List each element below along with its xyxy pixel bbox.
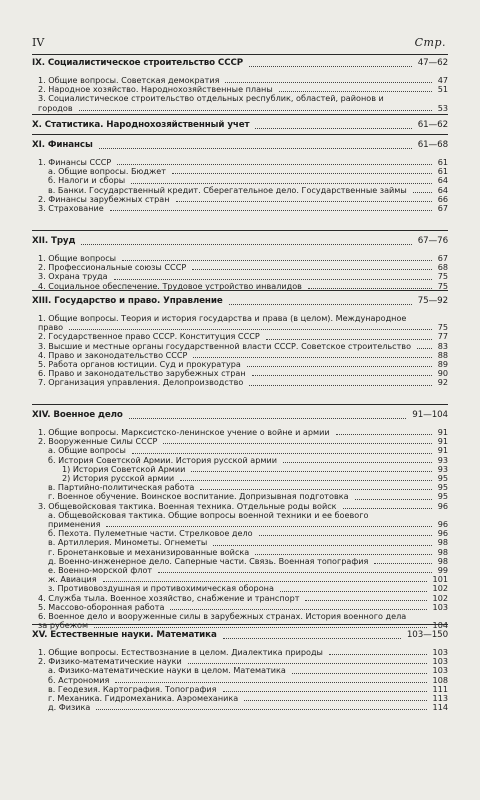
dot-leader bbox=[343, 502, 432, 509]
dot-leader bbox=[244, 694, 427, 701]
toc-section bbox=[32, 296, 448, 388]
toc-entry-title: 1. Общие вопросы. Советская демократия bbox=[38, 75, 220, 85]
toc-entry-page: 98 bbox=[437, 555, 448, 566]
section-title bbox=[32, 630, 448, 644]
toc-entry-title: 1. Общие вопросы bbox=[38, 253, 117, 263]
toc-entry-page: 103 bbox=[432, 647, 448, 657]
section-title-text: XIII. Государство и право. Управление bbox=[32, 296, 223, 306]
section-page-range: 103—150 bbox=[406, 630, 448, 640]
toc-entry-title: 2. Государственное право СССР. Конституция СССР bbox=[38, 331, 260, 342]
toc-entry-page: 51 bbox=[437, 84, 448, 95]
toc-entry-title: 3. Общевойсковая тактика. Военная техника. Отдельные роды войск bbox=[38, 500, 337, 511]
toc-entry-title: в. Партийно-политическая работа bbox=[48, 482, 195, 493]
toc-entry-title: 6. Право и законодательство зарубежных стран bbox=[38, 368, 246, 379]
section-title bbox=[32, 410, 448, 424]
toc-entry-title: 2. Финансы зарубежных стран bbox=[38, 193, 170, 204]
toc-section bbox=[32, 58, 448, 113]
dot-leader bbox=[223, 632, 401, 639]
toc-entry-page: 53 bbox=[437, 102, 448, 113]
section-page-range: 67—76 bbox=[417, 236, 448, 246]
toc-entry-page: 77 bbox=[437, 331, 448, 342]
toc-entry-page: 90 bbox=[437, 368, 448, 379]
toc-entry-title: 1. Финансы СССР bbox=[38, 157, 112, 167]
toc-entry-page: 95 bbox=[437, 491, 448, 502]
toc-entry-page: 93 bbox=[437, 454, 448, 465]
toc-entry-page: 93 bbox=[437, 463, 448, 474]
dot-leader bbox=[336, 428, 432, 435]
dot-leader bbox=[223, 685, 427, 692]
dot-leader bbox=[114, 273, 432, 280]
dot-leader bbox=[266, 333, 432, 340]
section-title-text: XI. Финансы bbox=[32, 140, 93, 150]
dot-leader bbox=[193, 351, 432, 358]
toc-entry-title: 2. Вооруженные Силы СССР bbox=[38, 436, 158, 447]
dot-leader bbox=[355, 493, 432, 500]
section-rule bbox=[32, 114, 448, 115]
toc-entry-page: 64 bbox=[437, 175, 448, 186]
toc-entry-page: 75 bbox=[437, 322, 448, 333]
toc-entry-page: 47 bbox=[437, 75, 448, 85]
toc-entry-title: е. Военно-морской флот bbox=[48, 565, 153, 576]
toc-entry-page: 67 bbox=[437, 253, 448, 263]
page-header bbox=[32, 36, 446, 52]
dot-leader bbox=[213, 539, 432, 546]
toc-entry-title: 2. Профессиональные союзы СССР bbox=[38, 262, 187, 273]
toc-entry-title: 3. Социалистическое строительство отдельных республик, областей, районов и городов bbox=[38, 93, 384, 113]
toc-entry-page: 67 bbox=[437, 203, 448, 214]
toc-entry-page: 96 bbox=[437, 528, 448, 539]
toc-entry-title: 2. Физико-математические науки bbox=[38, 656, 182, 667]
toc-entry-title: 4. Социальное обеспечение. Трудовое устройство инвалидов bbox=[38, 280, 302, 291]
toc-entry-page: 64 bbox=[437, 184, 448, 195]
toc-entry bbox=[32, 378, 448, 387]
toc-entry bbox=[32, 511, 448, 529]
toc-entry-page: 99 bbox=[437, 565, 448, 576]
toc-section bbox=[32, 630, 448, 712]
dot-leader bbox=[191, 465, 432, 472]
dot-leader bbox=[283, 456, 432, 463]
dot-leader bbox=[255, 122, 412, 129]
dot-leader bbox=[99, 142, 412, 149]
toc-entry-title: 5. Работа органов юстиции. Суд и прокуратура bbox=[38, 359, 241, 370]
section-rule bbox=[32, 230, 448, 231]
toc-entry-page: 89 bbox=[437, 359, 448, 370]
toc-entry-title: б. История Советской Армии. История русской армии bbox=[48, 454, 278, 465]
dot-leader bbox=[252, 369, 432, 376]
dot-leader bbox=[374, 557, 432, 564]
toc-entry-page: 111 bbox=[432, 683, 448, 694]
section-rule bbox=[32, 404, 448, 405]
toc-entry-title: в. Геодезия. Картография. Топография bbox=[48, 683, 217, 694]
toc-entry-title: б. Астрономия bbox=[48, 674, 110, 685]
dot-leader bbox=[176, 195, 432, 202]
section-page-range: 61—68 bbox=[417, 140, 448, 150]
dot-leader bbox=[200, 483, 432, 490]
section-title bbox=[32, 296, 448, 310]
toc-entry-title: 4. Право и законодательство СССР bbox=[38, 349, 188, 360]
toc-entry bbox=[32, 612, 448, 630]
toc-entry-page: 96 bbox=[437, 500, 448, 511]
dot-leader bbox=[110, 204, 432, 211]
toc-entry bbox=[32, 703, 448, 712]
toc-entry-page: 61 bbox=[437, 157, 448, 167]
dot-leader bbox=[69, 323, 432, 330]
toc-entry-page: 96 bbox=[437, 519, 448, 530]
toc-entry-page: 91 bbox=[437, 445, 448, 456]
dot-leader bbox=[188, 657, 427, 664]
section-title-text: IX. Социалистическое строительство СССР bbox=[32, 58, 244, 68]
dot-leader bbox=[106, 520, 432, 527]
dot-leader bbox=[417, 342, 432, 349]
dot-leader bbox=[305, 594, 427, 601]
toc-entry-page: 98 bbox=[437, 537, 448, 548]
section-rule bbox=[32, 290, 448, 291]
section-title-text: XIV. Военное дело bbox=[32, 410, 123, 420]
toc-entry-title: а. Общие вопросы. Бюджет bbox=[48, 166, 166, 177]
dot-leader bbox=[129, 412, 406, 419]
toc-entry-title: 1. Общие вопросы. Теория и история государства и права (в целом). Международное право bbox=[38, 313, 407, 333]
toc-entry-title: г. Военное обучение. Воинское воспитание. Допризывная подготовка bbox=[48, 491, 349, 502]
dot-leader bbox=[308, 282, 432, 289]
toc-entry-title: б. Пехота. Пулеметные части. Стрелковое дело bbox=[48, 528, 253, 539]
toc-entry-title: 5. Массово-оборонная работа bbox=[38, 601, 165, 612]
section-title bbox=[32, 140, 448, 154]
toc-entry-page: 114 bbox=[432, 702, 448, 713]
section-rule bbox=[32, 624, 448, 625]
toc-entry-page: 83 bbox=[437, 340, 448, 351]
toc-entry-title: 2) История русской армии bbox=[62, 473, 175, 484]
section-rule bbox=[32, 134, 448, 135]
dot-leader bbox=[122, 254, 432, 261]
toc-entry-page: 92 bbox=[437, 377, 448, 388]
page-column-label: Стр. bbox=[414, 36, 446, 49]
toc-entry-page: 103 bbox=[432, 665, 448, 676]
toc-entry-page: 113 bbox=[432, 693, 448, 704]
toc-entry bbox=[32, 314, 448, 332]
dot-leader bbox=[413, 186, 432, 193]
dot-leader bbox=[255, 548, 432, 555]
toc-entry-page: 91 bbox=[437, 427, 448, 437]
section-rule bbox=[32, 54, 448, 55]
dot-leader bbox=[279, 85, 432, 92]
toc-entry-title: 4. Служба тыла. Военное хозяйство, снабжение и транспорт bbox=[38, 592, 300, 603]
section-page-range: 47—62 bbox=[417, 58, 448, 68]
toc-section bbox=[32, 140, 448, 213]
toc-entry-page: 101 bbox=[432, 574, 448, 585]
toc-entry-page: 91 bbox=[437, 436, 448, 447]
toc-entry-title: 6. Военное дело и вооруженные силы в зарубежных странах. История военного дела за рубежом bbox=[38, 611, 407, 631]
toc-entry-page: 75 bbox=[437, 280, 448, 291]
section-page-range: 91—104 bbox=[412, 410, 448, 420]
dot-leader bbox=[247, 360, 432, 367]
toc-entry-page: 61 bbox=[437, 166, 448, 177]
toc-section bbox=[32, 120, 448, 134]
toc-entry-page: 75 bbox=[437, 271, 448, 282]
dot-leader bbox=[132, 447, 432, 454]
dot-leader bbox=[280, 585, 427, 592]
toc-entry-title: г. Механика. Гидромеханика. Аэромеханика bbox=[48, 693, 239, 704]
dot-leader bbox=[170, 603, 427, 610]
dot-leader bbox=[103, 575, 427, 582]
toc-entry-page: 95 bbox=[437, 473, 448, 484]
dot-leader bbox=[180, 474, 432, 481]
toc-entry-page: 68 bbox=[437, 262, 448, 273]
toc-entry-title: 3. Охрана труда bbox=[38, 271, 108, 282]
page-number: IV bbox=[32, 36, 45, 49]
dot-leader bbox=[192, 263, 432, 270]
dot-leader bbox=[158, 566, 432, 573]
toc-entry-title: 3. Высшие и местные органы государственной власти СССР. Советское строительство bbox=[38, 340, 412, 351]
dot-leader bbox=[292, 667, 427, 674]
dot-leader bbox=[249, 379, 432, 386]
toc-entry bbox=[32, 204, 448, 213]
toc-entry-title: 2. Народное хозяйство. Народнохозяйственные планы bbox=[38, 84, 273, 95]
dot-leader bbox=[96, 703, 427, 710]
section-title bbox=[32, 236, 448, 250]
toc-entry bbox=[32, 94, 448, 112]
toc-entry-title: в. Банки. Государственный кредит. Сберегательное дело. Государственные займы bbox=[48, 184, 407, 195]
toc-entry-title: 7. Организация управления. Делопроизводство bbox=[38, 377, 244, 388]
toc-entry-page: 102 bbox=[432, 583, 448, 594]
toc-section bbox=[32, 410, 448, 630]
toc-entry bbox=[32, 694, 448, 703]
toc-entry-title: в. Артиллерия. Минометы. Огнеметы bbox=[48, 537, 208, 548]
toc-entry-title: ж. Авиация bbox=[48, 574, 97, 585]
toc-entry-page: 103 bbox=[432, 656, 448, 667]
toc-entry-title: 1) История Советской Армии bbox=[62, 463, 186, 474]
toc-entry-page: 98 bbox=[437, 546, 448, 557]
dot-leader bbox=[79, 104, 432, 111]
section-title-text: X. Статистика. Народнохозяйственный учет bbox=[32, 120, 250, 130]
dot-leader bbox=[81, 238, 412, 245]
dot-leader bbox=[259, 529, 432, 536]
dot-leader bbox=[229, 298, 412, 305]
toc-entry-page: 108 bbox=[432, 674, 448, 685]
toc-entry-page: 66 bbox=[437, 193, 448, 204]
dot-leader bbox=[131, 177, 432, 184]
section-title bbox=[32, 120, 448, 134]
toc-entry-page: 88 bbox=[437, 349, 448, 360]
toc-entry-page: 102 bbox=[432, 592, 448, 603]
section-page-range: 75—92 bbox=[417, 296, 448, 306]
section-title-text: XII. Труд bbox=[32, 236, 76, 246]
toc-entry-title: 1. Общие вопросы. Марксистско-ленинское учение о войне и армии bbox=[38, 427, 330, 437]
toc-entry-page: 95 bbox=[437, 482, 448, 493]
toc-entry-title: а. Общевойсковая тактика. Общие вопросы военной техники и ее боевого применения bbox=[48, 509, 369, 530]
toc-entry-title: з. Противовоздушная и противохимическая оборона bbox=[48, 583, 274, 594]
dot-leader bbox=[163, 437, 432, 444]
toc-entry-page: 103 bbox=[432, 601, 448, 612]
toc-entry-title: а. Общие вопросы bbox=[48, 445, 126, 456]
dot-leader bbox=[115, 676, 427, 683]
toc-entry-page: 104 bbox=[432, 620, 448, 631]
toc-section bbox=[32, 236, 448, 291]
dot-leader bbox=[225, 76, 432, 83]
dot-leader bbox=[172, 167, 432, 174]
dot-leader bbox=[117, 158, 432, 165]
dot-leader bbox=[249, 60, 412, 67]
section-page-range: 61—62 bbox=[417, 120, 448, 130]
toc-entry-title: д. Военно-инженерное дело. Саперные части. Связь. Военная топография bbox=[48, 555, 369, 566]
toc-entry-title: 3. Страхование bbox=[38, 203, 104, 214]
toc-entry-title: д. Физика bbox=[48, 702, 91, 713]
toc-entry-title: а. Физико-математические науки в целом. Математика bbox=[48, 665, 286, 676]
toc-entry-title: б. Налоги и сборы bbox=[48, 175, 126, 186]
dot-leader bbox=[329, 648, 427, 655]
section-title-text: XV. Естественные науки. Математика bbox=[32, 630, 217, 640]
toc-entry-title: г. Бронетанковые и механизированные войска bbox=[48, 546, 250, 557]
toc-entry-title: 1. Общие вопросы. Естествознание в целом. Диалектика природы bbox=[38, 647, 323, 657]
section-title bbox=[32, 58, 448, 72]
